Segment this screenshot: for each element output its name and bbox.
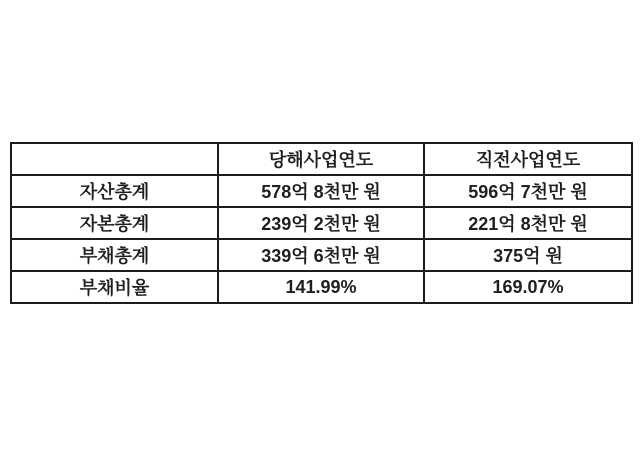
table-row bbox=[11, 239, 632, 271]
table-row bbox=[11, 207, 632, 239]
row-label-total-assets: 자산총계 bbox=[11, 175, 218, 207]
total-assets-previous-cell: 596억 7천만 원 bbox=[424, 175, 632, 207]
total-liabilities-current-cell: 339억 6천만 원 bbox=[218, 239, 424, 271]
total-equity-current-cell: 239억 2천만 원 bbox=[218, 207, 424, 239]
debt-ratio-current-cell: 141.99% bbox=[218, 271, 424, 303]
header-empty-cell bbox=[11, 143, 218, 175]
debt-ratio-previous-cell: 169.07% bbox=[424, 271, 632, 303]
financial-table bbox=[10, 142, 633, 304]
row-label-debt-ratio: 부채비율 bbox=[11, 271, 218, 303]
total-liabilities-previous-cell: 375억 원 bbox=[424, 239, 632, 271]
row-label-total-equity: 자본총계 bbox=[11, 207, 218, 239]
table-row bbox=[11, 175, 632, 207]
table-row bbox=[11, 271, 632, 303]
total-equity-previous-cell: 221억 8천만 원 bbox=[424, 207, 632, 239]
table-header-row bbox=[11, 143, 632, 175]
row-label-total-liabilities: 부채총계 bbox=[11, 239, 218, 271]
financial-summary-table bbox=[10, 142, 631, 304]
total-assets-current-cell: 578억 8천만 원 bbox=[218, 175, 424, 207]
header-current-year: 당해사업연도 bbox=[218, 143, 424, 175]
header-previous-year: 직전사업연도 bbox=[424, 143, 632, 175]
